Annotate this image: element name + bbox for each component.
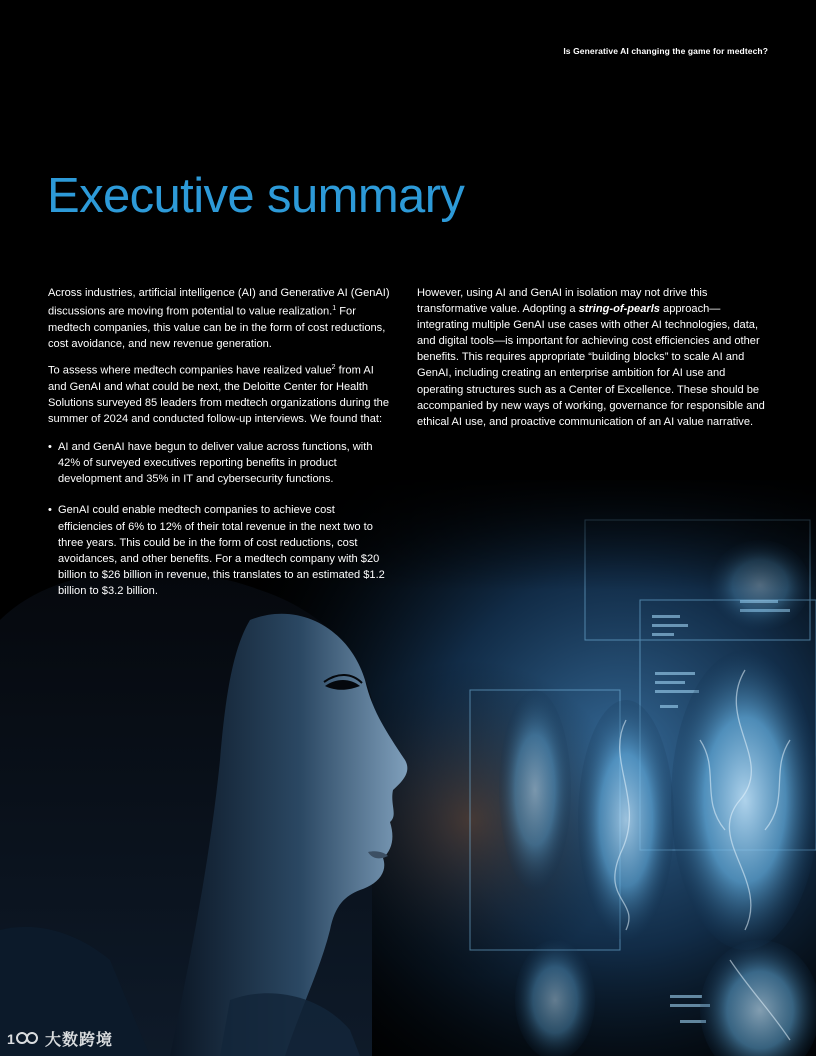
footnote-1: 1: [332, 305, 337, 313]
method-paragraph: [48, 360, 390, 427]
right-column: [417, 285, 769, 438]
left-column: [48, 285, 390, 614]
intro-paragraph: [48, 285, 390, 352]
page-title: Executive summary: [47, 169, 465, 223]
watermark-text: 大数跨境: [45, 1032, 114, 1049]
finding-text: GenAI could enable medtech companies to achieve cost efficiencies of 6% to 12% of their total revenue in the next two to three years. This could be in the form of cost reductions, cost avoidances, and other benefits. For a medtech company with $20 billion to $26 billion in revenue, this translates to an estimated $1.2 billion to $3.2 billion.: [58, 504, 385, 597]
watermark-logo-icon: [7, 1029, 39, 1049]
approach-paragraph: [417, 285, 769, 430]
bullet-icon: •: [48, 504, 52, 517]
intro-text-after-footnote: For medtech companies, this value can be in the form of cost reductions, cost avoidance, and new revenue generation.: [48, 305, 386, 350]
finding-list-item: [48, 502, 390, 599]
string-of-pearls-emphasis: string-of-pearls: [578, 303, 660, 316]
bullet-icon: •: [48, 441, 52, 454]
findings-list: [48, 439, 390, 599]
approach-text-before-emphasis: However, using AI and GenAI in isolation may not drive this transformative value. Adopting a: [417, 287, 708, 316]
approach-text-after-emphasis: approach—integrating multiple GenAI use cases with other AI technologies, data, and digital tools—is important for achieving cost efficiencies and other benefits. This requires appropriate “building blocks” to scale AI and GenAI, including creating an enterprise ambition for AI use and operating structures such as a Center of Excellence. These should be accompanied by new ways of working, governance for responsible and ethical AI use, and proactive communication of an AI value narrative.: [417, 303, 765, 428]
method-text-after-footnote: from AI and GenAI and what could be next, the Deloitte Center for Health Solutions surveyed 85 leaders from medtech organizations during the summer of 2024 and conducted follow-up interviews. We found that:: [48, 364, 390, 426]
method-text-before-footnote: To assess where medtech companies have realized value: [48, 364, 332, 377]
footnote-2: 2: [331, 364, 336, 372]
watermark: [7, 1027, 113, 1050]
svg-text:1: 1: [7, 1030, 15, 1047]
finding-list-item: [48, 439, 390, 487]
intro-text-before-footnote: Across industries, artificial intelligence (AI) and Generative AI (GenAI) discussions are moving from potential to value realization.: [48, 287, 390, 318]
running-header: Is Generative AI changing the game for medtech?: [563, 46, 768, 56]
finding-text: AI and GenAI have begun to deliver value across functions, with 42% of surveyed executives reporting benefits in product development and 35% in IT and cybersecurity functions.: [58, 441, 373, 486]
